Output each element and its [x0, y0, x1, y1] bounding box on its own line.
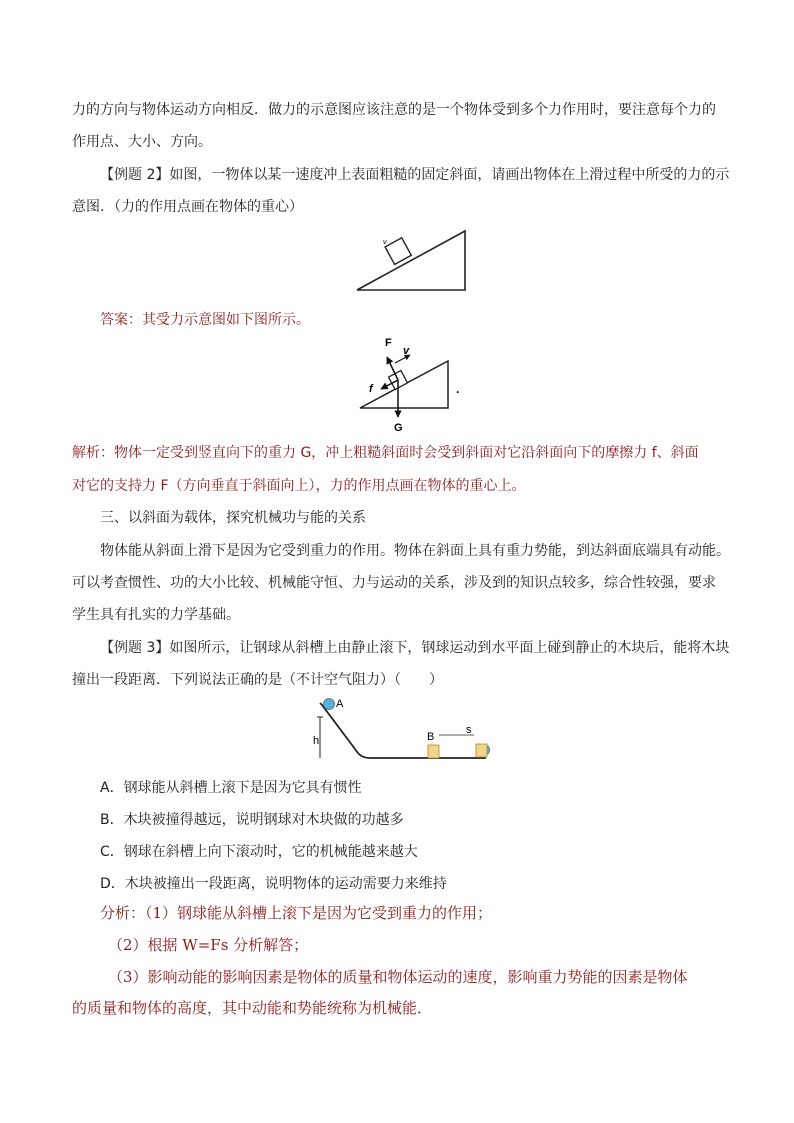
ramp-track	[320, 703, 486, 758]
section-heading: 三、以斜面为载体，探究机械功与能的关系	[100, 510, 366, 526]
velocity-label: v	[383, 239, 387, 246]
label-B: B	[427, 731, 435, 743]
force-diagram	[355, 333, 475, 438]
analysis-3-line: 分析：（1）钢球能从斜槽上滚下是因为它受到重力的作用；	[100, 904, 493, 922]
analysis-3-line: （2）根据 W=Fs 分析解答；	[108, 936, 309, 954]
label-s: s	[466, 724, 472, 736]
wood-block-end	[475, 738, 489, 758]
velocity-label: v	[403, 345, 410, 357]
paragraph-line: 作用点、大小、方向。	[72, 134, 212, 150]
answer-text: 答案：其受力示意图如下图所示。	[100, 312, 310, 328]
incline-triangle	[357, 231, 465, 290]
analysis-2-line: 对它的支持力 F（方向垂直于斜面向上），力的作用点画在物体的重心上。	[72, 478, 526, 494]
ramp-figure	[308, 693, 488, 763]
trailing-dot: .	[456, 382, 460, 396]
section-body-line: 学生具有扎实的力学基础。	[72, 607, 240, 623]
option-b: B．木块被撞得越远，说明钢球对木块做的功越多	[100, 812, 404, 828]
example-2-question-cont: 意图．（力的作用点画在物体的重心）	[72, 199, 303, 215]
option-d: D．木块被撞出一段距离，说明物体的运动需要力来维持	[100, 876, 447, 892]
force-label-f: f	[369, 383, 373, 395]
block-shape	[385, 238, 411, 265]
option-a: A．钢球能从斜槽上滚下是因为它具有惯性	[100, 780, 362, 796]
incline-figure	[355, 228, 470, 293]
section-body-line: 物体能从斜面上滑下是因为它受到重力的作用。物体在斜面上具有重力势能，到达斜面底端具有动能。	[100, 543, 730, 559]
example-3-question: 【例题 3】如图所示，让钢球从斜槽上由静止滚下，钢球运动到水平面上碰到静止的木块后，能将木块	[100, 640, 730, 656]
option-c: C．钢球在斜槽上向下滚动时，它的机械能越来越大	[100, 844, 418, 860]
analysis-3-line: （3）影响动能的影响因素是物体的质量和物体运动的速度，影响重力势能的因素是物体	[108, 968, 688, 986]
steel-ball-start	[324, 699, 335, 710]
label-h: h	[313, 735, 320, 747]
analysis-2-line: 解析：物体一定受到竖直向下的重力 G，冲上粗糙斜面时会受到斜面对它沿斜面向下的摩擦力 f、斜面	[72, 445, 699, 461]
wood-block-start	[428, 745, 439, 758]
example-2-question: 【例题 2】如图，一物体以某一速度冲上表面粗糙的固定斜面，请画出物体在上滑过程中所受的力的示	[100, 167, 730, 183]
label-A: A	[336, 698, 344, 710]
section-body-line: 可以考查惯性、功的大小比较、机械能守恒、力与运动的关系，涉及到的知识点较多，综合性较强，要求	[72, 575, 716, 591]
analysis-3-line: 的质量和物体的高度，其中动能和势能统称为机械能．	[72, 999, 433, 1017]
force-label-F: F	[385, 337, 392, 349]
force-label-G: G	[394, 422, 403, 434]
example-3-question-cont: 撞出一段距离．下列说法正确的是（不计空气阻力）（ ）	[72, 672, 443, 688]
paragraph-line: 力的方向与物体运动方向相反．做力的示意图应该注意的是一个物体受到多个力作用时，要注意每个力的	[72, 102, 716, 118]
